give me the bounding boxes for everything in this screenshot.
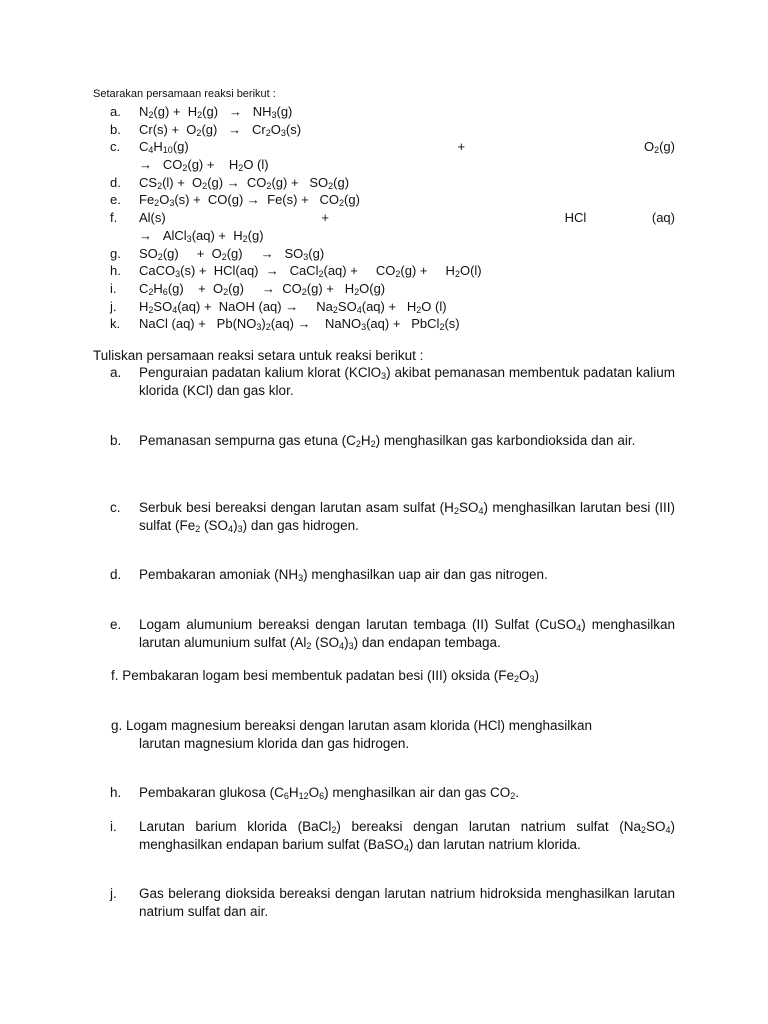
problem-b: b. Pemanasan sempurna gas etuna $(C_2H_2)$ menghasilkan gas karbondioksida dan air. — [110, 433, 636, 449]
problem-e: e. Logam alumunium bereaksi dengan larutan tembaga (II) Sulfat (CuSO$_4$) menghasilkan larutan alumunium sulfat ($Al_2$ $(SO_4)_3$) dan endapan tembaga. — [110, 617, 675, 651]
equation-f: f. Al(s) + HCl (aq) — [110, 210, 675, 226]
equation-b: b. $Cr(s) + O_2(g) \to Cr_2O_3(s)$ — [110, 121, 302, 138]
section-2-heading: Tuliskan persamaan reaksi setara untuk reaksi berikut : — [93, 348, 424, 363]
equation-j: j. $H_2SO_4(aq)$ + NaOH (aq) → $Na_2SO_4(aq) + H_2O$ (l) — [110, 298, 447, 315]
equation-list — [110, 103, 675, 333]
intro-text: Setarakan persamaan reaksi berikut : — [93, 88, 276, 100]
problem-h: h. Pembakaran glukosa $(C_6H_{12}O_6)$ menghasilkan air dan gas $CO_2$. — [110, 785, 520, 801]
equation-h: h. CaCO$_3$(s) + HCl(aq) → CaCl$_2$(aq) + $CO_2(g)$ + $H_2O(l)$ — [110, 263, 482, 280]
equation-d: d. $CS_2(l) + O_2(g) \to CO_2(g) + SO_2(g)$ — [110, 174, 350, 191]
problem-i: i. Larutan barium klorida (BaCl$_2$) bereaksi dengan larutan natrium sulfat $(Na_2SO_4)$ menghasilkan endapan barium sulfat (BaSO$_4$) dan larutan natrium klorida. — [110, 819, 675, 853]
equation-k: k. NaCl $(aq) + Pb(NO_3)_2(aq)$ → NaNO$_3$(aq) + PbCl$_2$(s) — [110, 316, 460, 333]
problem-j: j. Gas belerang dioksida bereaksi dengan larutan natrium hidroksida menghasilkan larutan natrium sulfat dan air. — [110, 886, 675, 919]
problem-a: a. Penguraian padatan kalium klorat (KClO$_3$) akibat pemanasan membentuk padatan kalium klorida (KCl) dan gas klor. — [110, 365, 675, 398]
equation-g: g. $SO_2(g)$ + $O_2(g)$ → $SO_3(g)$ — [110, 245, 325, 262]
problem-d: d. Pembakaran amoniak $(NH_3)$ menghasilkan uap air dan gas nitrogen. — [110, 567, 548, 583]
equation-i: i. $C_2H_6(g)$ + $O_2(g)$ → $CO_2(g) + H_2O(g)$ — [110, 280, 386, 297]
problem-f: f. Pembakaran logam besi membentuk padatan besi (III) oksida $(Fe_2O_3)$ — [111, 668, 540, 684]
equation-f-continued: → AlCl$_3$(aq) + $H_2(g)$ — [139, 227, 264, 244]
equation-a: a. $N_2(g) + H_2(g) \to NH_3(g)$ — [110, 104, 293, 120]
problem-g: g. Logam magnesium bereaksi dengan larutan asam klorida (HCl) menghasilkan larutan magnesium klorida dan gas hidrogen. — [111, 718, 593, 751]
equation-c: c. $C_4H_{10}(g)$ + $O_2(g)$ — [110, 139, 675, 156]
equation-e: e. $Fe_2O_3(s) + CO(g) \to Fe(s) + CO_2(g)$ — [110, 192, 360, 209]
problem-c: c. Serbuk besi bereaksi dengan larutan asam sulfat $(H_2SO_4)$ menghasilkan larutan besi (III) sulfat ($Fe_2$ $(SO_4)_3$) dan gas hidrogen. — [110, 500, 676, 534]
equation-c-continued: → $CO_2(g)$ + $H_2O$ (l) — [139, 157, 269, 174]
